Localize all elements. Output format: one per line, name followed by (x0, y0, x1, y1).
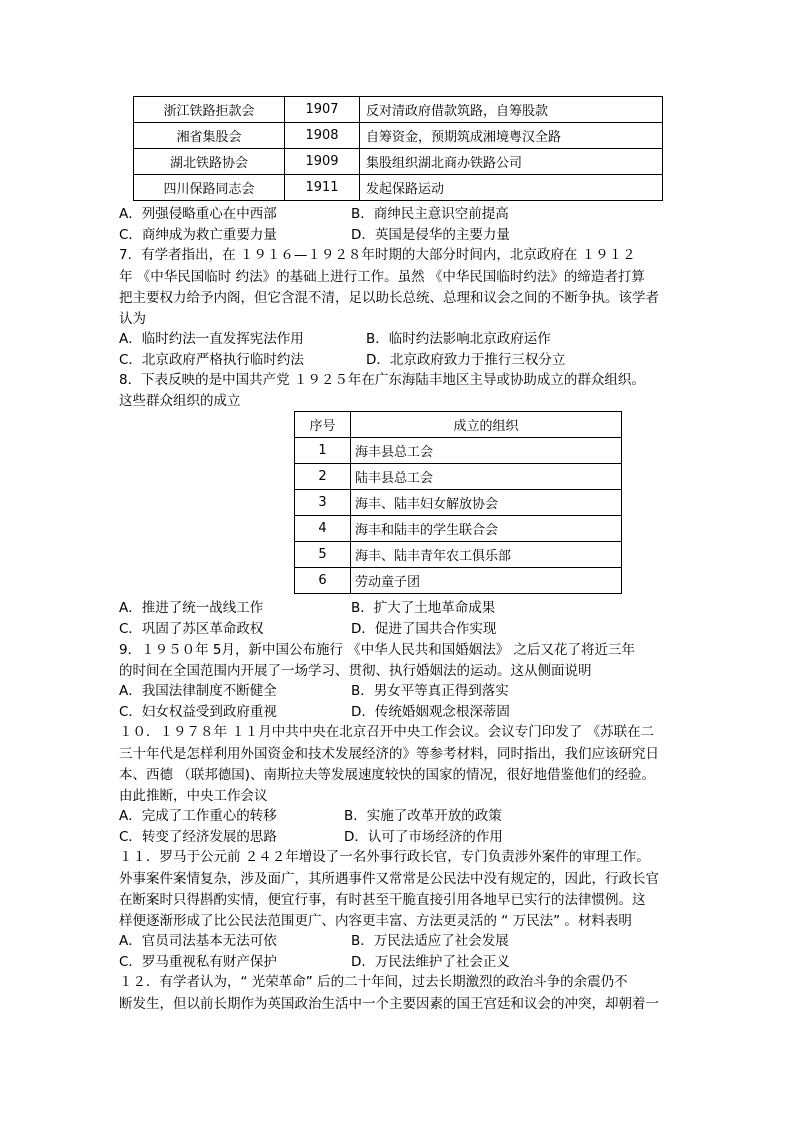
table-cell: 劳动童子团 (351, 568, 622, 594)
table-row (295, 568, 622, 594)
q9-stem-line: 的时间在全国范围内开展了一场学习、贯彻、执行婚姻法的运动。这从侧面说明 (119, 663, 592, 679)
q11-stem-line: １１．罗马于公元前 ２４２年增设了一名外事行政长官，专门负责涉外案件的审理工作。 (119, 849, 650, 865)
q9-stem-line: 9．１９５０年 5月，新中国公布施行 《中华人民共和国婚姻法》 之后又花了将近三年 (119, 642, 636, 658)
table-cell: 2 (295, 464, 351, 490)
q7-option-b: B．临时约法影响北京政府运作 (366, 331, 551, 347)
q11-stem-line: 样便逐渐形成了比公民法范围更广、内容更丰富、方法更灵活的 “ 万民法” 。材料表明 (119, 913, 632, 929)
q7-option-d: D．北京政府致力于推行三权分立 (366, 352, 566, 368)
q12-stem-line: 断发生，但以前长期作为英国政治生活中一个主要因素的国王宫廷和议会的冲突，却朝着一 (119, 996, 659, 1012)
q7-option-a: A．临时约法一直发挥宪法作用 (119, 331, 304, 347)
table-cell: 1908 (285, 123, 360, 149)
table-header-row (295, 412, 622, 438)
table-row (134, 175, 663, 201)
table-cell: 海丰和陆丰的学生联合会 (351, 516, 622, 542)
q11-stem-line: 外事案件案情复杂，涉及面广，其所遇事件又常常是公民法中没有规定的，因此，行政长官 (119, 871, 659, 887)
table-cell: 湖北铁路协会 (134, 149, 285, 175)
q10-option-b: B．实施了改革开放的政策 (344, 808, 502, 824)
q8-option-d: D．促进了国共合作实现 (351, 621, 497, 637)
q7-stem-line: 认为 (119, 311, 146, 327)
table-cell: 4 (295, 516, 351, 542)
table-cell: 5 (295, 542, 351, 568)
q10-option-d: D．认可了市场经济的作用 (344, 829, 503, 845)
table-cell: 陆丰县总工会 (351, 464, 622, 490)
table-row (295, 516, 622, 542)
table-row (134, 149, 663, 175)
table-row (295, 438, 622, 464)
table-cell: 3 (295, 490, 351, 516)
table-cell: 反对清政府借款筑路，自筹股款 (360, 97, 663, 123)
table-cell: 1907 (285, 97, 360, 123)
table-cell: 海丰、陆丰青年农工俱乐部 (351, 542, 622, 568)
q11-option-a: A．官员司法基本无法可依 (119, 933, 277, 949)
table-row (295, 542, 622, 568)
table-cell: 1909 (285, 149, 360, 175)
q9-option-c: C．妇女权益受到政府重视 (119, 704, 277, 720)
q8-option-b: B．扩大了土地革命成果 (351, 600, 496, 616)
table-row (134, 97, 663, 123)
q8-stem-line: 这些群众组织的成立 (119, 393, 241, 409)
q10-stem-line: １０．１９７８年 １１月中共中央在北京召开中央工作会议。会议专门印发了 《苏联在二 (119, 724, 655, 740)
q11-option-d: D．万民法维护了社会正义 (351, 954, 510, 970)
q9-option-d: D．传统婚姻观念根深蒂固 (351, 704, 510, 720)
table-cell: 四川保路同志会 (134, 175, 285, 201)
q10-stem-line: 本、西德 （联邦德国)、南斯拉夫等发展速度较快的国家的情况，很好地借鉴他们的经验。 (119, 767, 656, 783)
table-cell: 集股组织湖北商办铁路公司 (360, 149, 663, 175)
q6-option-c: C．商绅成为救亡重要力量 (119, 227, 277, 243)
table-cell: 6 (295, 568, 351, 594)
table-cell: 海丰、陆丰妇女解放协会 (351, 490, 622, 516)
q6-option-b: B．商绅民主意识空前提高 (351, 206, 509, 222)
q10-option-c: C．转变了经济发展的思路 (119, 829, 277, 845)
table-cell: 1 (295, 438, 351, 464)
table-cell: 自筹资金，预期筑成湘境粤汉全路 (360, 123, 663, 149)
q11-option-b: B．万民法适应了社会发展 (351, 933, 509, 949)
q11-option-c: C．罗马重视私有财产保护 (119, 954, 277, 970)
q8-option-c: C．巩固了苏区革命政权 (119, 621, 264, 637)
q11-stem-line: 在断案时只得斟酌实情，便宜行事，有时甚至干脆直接引用各地早已实行的法律惯例。这 (119, 892, 646, 908)
q6-option-d: D．英国是侵华的主要力量 (351, 227, 510, 243)
q7-option-c: C．北京政府严格执行临时约法 (119, 352, 304, 368)
q10-stem-line: 三十年代是怎样利用外国资金和技术发展经济的》等参考材料，同时指出，我们应该研究日 (119, 746, 659, 762)
table-row (295, 464, 622, 490)
q9-option-b: B．男女平等真正得到落实 (351, 683, 509, 699)
mass-organizations-table (294, 411, 622, 594)
q8-stem-line: 8．下表反映的是中国共产党 １９２５年在广东海陆丰地区主导或协助成立的群众组织。 (119, 372, 645, 388)
table-cell: 1911 (285, 175, 360, 201)
q10-stem-line: 由此推断，中央工作会议 (119, 788, 268, 804)
q8-option-a: A．推进了统一战线工作 (119, 600, 264, 616)
q7-stem-line: 年 《中华民国临时 约法》的基础上进行工作。虽然 《中华民国临时约法》的缔造者打算 (119, 269, 645, 285)
q9-option-a: A．我国法律制度不断健全 (119, 683, 277, 699)
q6-option-a: A．列强侵略重心在中西部 (119, 206, 277, 222)
table-row (295, 490, 622, 516)
column-header: 成立的组织 (351, 412, 622, 438)
q12-stem-line: １２．有学者认为，“ 光荣革命” 后的二十年间，过去长期激烈的政治斗争的余震仍不 (119, 974, 628, 990)
q10-option-a: A．完成了工作重心的转移 (119, 808, 277, 824)
q7-stem-line: 把主要权力给予内阁，但它含混不清，足以助长总统、总理和议会之间的不断争执。该学者 (119, 290, 659, 306)
table-cell: 发起保路运动 (360, 175, 663, 201)
table-cell: 海丰县总工会 (351, 438, 622, 464)
q7-stem-line: 7．有学者指出，在 １９１６—１９２８年时期的大部分时间内，北京政府在 １９１２ (119, 247, 636, 263)
railway-associations-table (133, 96, 663, 201)
table-row (134, 123, 663, 149)
table-cell: 湘省集股会 (134, 123, 285, 149)
column-header: 序号 (295, 412, 351, 438)
table-cell: 浙江铁路拒款会 (134, 97, 285, 123)
